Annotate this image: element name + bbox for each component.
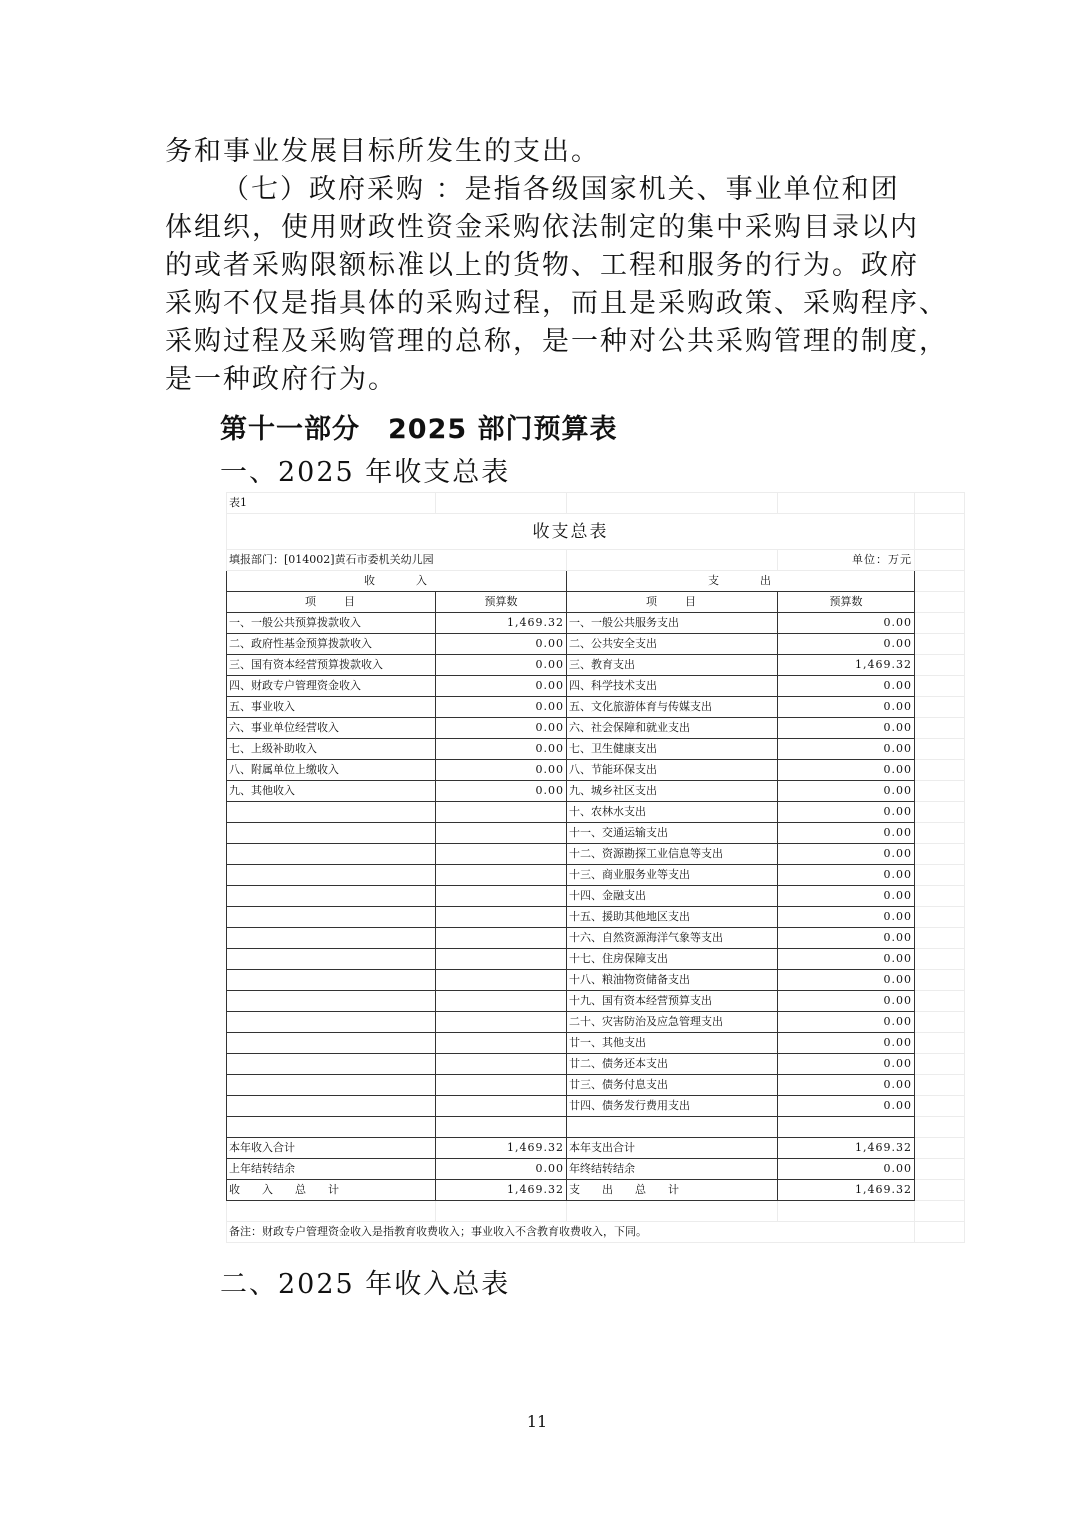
expense-amount-cell: 0.00: [778, 1054, 915, 1075]
empty-cell: [915, 739, 965, 760]
empty-cell: [915, 676, 965, 697]
expense-item-cell: 支 出 总 计: [567, 1180, 778, 1201]
expense-item-cell: 本年支出合计: [567, 1138, 778, 1159]
expense-item-cell: 廿四、债务发行费用支出: [567, 1096, 778, 1117]
expense-item-cell: 十八、粮油物资储备支出: [567, 970, 778, 991]
expense-item-header: 项 目: [567, 592, 778, 613]
table-row: [227, 1159, 965, 1180]
table-row: [227, 697, 965, 718]
budget-summary-table: [226, 492, 964, 1243]
income-amount-cell: [436, 907, 567, 928]
unit-label: 单位：万元: [778, 550, 915, 571]
table-row: [227, 1033, 965, 1054]
expense-amount-cell: [778, 1117, 915, 1138]
table-row: [227, 1096, 965, 1117]
empty-cell: [915, 1159, 965, 1180]
empty-cell: [915, 1117, 965, 1138]
income-header: 收 入: [227, 571, 567, 592]
income-amount-cell: 0.00: [436, 739, 567, 760]
blank-row: [227, 1201, 965, 1222]
expense-amount-cell: 0.00: [778, 907, 915, 928]
income-item-cell: [227, 1096, 436, 1117]
expense-amount-cell: 0.00: [778, 1096, 915, 1117]
income-amount-header: 预算数: [436, 592, 567, 613]
table-row: [227, 844, 965, 865]
income-amount-cell: 0.00: [436, 634, 567, 655]
income-item-cell: [227, 907, 436, 928]
income-amount-cell: 0.00: [436, 697, 567, 718]
expense-item-cell: 十七、住房保障支出: [567, 949, 778, 970]
income-amount-cell: [436, 949, 567, 970]
expense-item-cell: 二、公共安全支出: [567, 634, 778, 655]
table-title: 收支总表: [227, 514, 915, 550]
expense-item-cell: 十五、援助其他地区支出: [567, 907, 778, 928]
empty-cell: [915, 1075, 965, 1096]
expense-amount-cell: 0.00: [778, 823, 915, 844]
expense-item-cell: 廿三、债务付息支出: [567, 1075, 778, 1096]
table-row: [227, 1138, 965, 1159]
expense-amount-cell: 0.00: [778, 886, 915, 907]
income-item-cell: 本年收入合计: [227, 1138, 436, 1159]
income-amount-cell: [436, 844, 567, 865]
income-item-cell: [227, 1075, 436, 1096]
income-item-cell: [227, 886, 436, 907]
income-amount-cell: [436, 1117, 567, 1138]
income-item-cell: [227, 949, 436, 970]
table-row: [227, 1054, 965, 1075]
expense-amount-cell: 0.00: [778, 1075, 915, 1096]
income-amount-cell: [436, 802, 567, 823]
income-item-cell: [227, 1033, 436, 1054]
income-amount-cell: 1,469.32: [436, 1180, 567, 1201]
income-item-cell: [227, 1012, 436, 1033]
paragraph-line: 体组织，使用财政性资金采购依法制定的集中采购目录以内: [165, 212, 919, 243]
expense-amount-cell: 0.00: [778, 697, 915, 718]
table-row: [227, 907, 965, 928]
table-row: [227, 739, 965, 760]
expense-amount-cell: 0.00: [778, 949, 915, 970]
table-row: [227, 991, 965, 1012]
empty-cell: [915, 1012, 965, 1033]
table-row: [227, 1012, 965, 1033]
table-row: [227, 802, 965, 823]
section-title-2: 二、2025 年收入总表: [220, 1269, 511, 1300]
expense-amount-cell: 0.00: [778, 970, 915, 991]
empty-cell: [915, 760, 965, 781]
expense-item-cell: 四、科学技术支出: [567, 676, 778, 697]
table-row: [227, 655, 965, 676]
expense-item-cell: 十六、自然资源海洋气象等支出: [567, 928, 778, 949]
income-item-cell: [227, 802, 436, 823]
income-amount-cell: 0.00: [436, 655, 567, 676]
income-amount-cell: 1,469.32: [436, 1138, 567, 1159]
table-row: [227, 613, 965, 634]
expense-amount-cell: 0.00: [778, 1033, 915, 1054]
expense-item-cell: [567, 1117, 778, 1138]
empty-cell: [915, 991, 965, 1012]
expense-amount-cell: 0.00: [778, 844, 915, 865]
income-amount-cell: [436, 970, 567, 991]
table-row: [227, 886, 965, 907]
income-item-cell: 一、一般公共预算拨款收入: [227, 613, 436, 634]
empty-cell: [915, 823, 965, 844]
table-row: [227, 1180, 965, 1201]
income-item-cell: 二、政府性基金预算拨款收入: [227, 634, 436, 655]
expense-amount-cell: 0.00: [778, 760, 915, 781]
expense-item-cell: 年终结转结余: [567, 1159, 778, 1180]
income-item-cell: 四、财政专户管理资金收入: [227, 676, 436, 697]
paragraph-line: 是一种政府行为。: [165, 364, 397, 395]
table-row: [227, 676, 965, 697]
income-amount-cell: [436, 928, 567, 949]
empty-cell: [915, 970, 965, 991]
income-item-cell: [227, 1117, 436, 1138]
income-item-cell: 八、附属单位上缴收入: [227, 760, 436, 781]
empty-cell: [915, 1180, 965, 1201]
empty-cell: [915, 886, 965, 907]
income-item-cell: 上年结转结余: [227, 1159, 436, 1180]
expense-amount-cell: 1,469.32: [778, 1138, 915, 1159]
empty-cell: [915, 865, 965, 886]
income-item-cell: 五、事业收入: [227, 697, 436, 718]
income-amount-cell: 0.00: [436, 781, 567, 802]
expense-amount-cell: 1,469.32: [778, 655, 915, 676]
empty-cell: [915, 655, 965, 676]
income-item-cell: 六、事业单位经营收入: [227, 718, 436, 739]
income-amount-cell: 0.00: [436, 676, 567, 697]
expense-item-cell: 十四、金融支出: [567, 886, 778, 907]
expense-amount-cell: 0.00: [778, 928, 915, 949]
expense-item-cell: 九、城乡社区支出: [567, 781, 778, 802]
empty-cell: [915, 1138, 965, 1159]
empty-cell: [915, 1033, 965, 1054]
expense-amount-cell: 0.00: [778, 739, 915, 760]
table-row: [227, 928, 965, 949]
part-title: 第十一部分 2025 部门预算表: [220, 414, 618, 445]
expense-amount-cell: 0.00: [778, 676, 915, 697]
income-item-cell: 七、上级补助收入: [227, 739, 436, 760]
income-amount-cell: [436, 823, 567, 844]
expense-item-cell: 三、教育支出: [567, 655, 778, 676]
income-item-cell: [227, 844, 436, 865]
empty-cell: [915, 907, 965, 928]
table-label: 表1: [227, 493, 436, 514]
income-amount-cell: [436, 1096, 567, 1117]
empty-cell: [915, 844, 965, 865]
expense-amount-cell: 0.00: [778, 802, 915, 823]
income-item-cell: [227, 865, 436, 886]
expense-item-cell: 廿二、债务还本支出: [567, 1054, 778, 1075]
expense-item-cell: 六、社会保障和就业支出: [567, 718, 778, 739]
expense-header: 支 出: [567, 571, 915, 592]
expense-item-cell: 十二、资源勘探工业信息等支出: [567, 844, 778, 865]
expense-amount-cell: 0.00: [778, 865, 915, 886]
empty-cell: [915, 802, 965, 823]
table-row: [227, 970, 965, 991]
empty-cell: [915, 949, 965, 970]
income-amount-cell: [436, 1054, 567, 1075]
income-amount-cell: [436, 991, 567, 1012]
income-amount-cell: [436, 865, 567, 886]
expense-item-cell: 十、农林水支出: [567, 802, 778, 823]
expense-amount-cell: 0.00: [778, 1012, 915, 1033]
paragraph-line: 采购过程及采购管理的总称，是一种对公共采购管理的制度，: [165, 326, 948, 357]
income-item-cell: 收 入 总 计: [227, 1180, 436, 1201]
table-row: [227, 634, 965, 655]
expense-amount-cell: 1,469.32: [778, 1180, 915, 1201]
paragraph-line: 务和事业发展目标所发生的支出。: [165, 136, 600, 167]
income-item-cell: [227, 991, 436, 1012]
paragraph-line: 采购不仅是指具体的采购过程，而且是采购政策、采购程序、: [165, 288, 948, 319]
income-item-header: 项 目: [227, 592, 436, 613]
expense-amount-cell: 0.00: [778, 613, 915, 634]
income-item-cell: 三、国有资本经营预算拨款收入: [227, 655, 436, 676]
income-item-cell: [227, 928, 436, 949]
empty-cell: [915, 634, 965, 655]
expense-amount-cell: 0.00: [778, 634, 915, 655]
expense-amount-cell: 0.00: [778, 781, 915, 802]
expense-item-cell: 十一、交通运输支出: [567, 823, 778, 844]
expense-item-cell: 八、节能环保支出: [567, 760, 778, 781]
paragraph-line: 的或者采购限额标准以上的货物、工程和服务的行为。政府: [165, 250, 919, 281]
income-amount-cell: 0.00: [436, 760, 567, 781]
income-item-cell: [227, 1054, 436, 1075]
expense-item-cell: 五、文化旅游体育与传媒支出: [567, 697, 778, 718]
empty-cell: [915, 697, 965, 718]
table-row: [227, 823, 965, 844]
paragraph-line: （七）政府采购 ：是指各级国家机关、事业单位和团: [222, 174, 900, 205]
page-number: 11: [526, 1412, 548, 1431]
income-item-cell: [227, 823, 436, 844]
table-row: [227, 865, 965, 886]
empty-cell: [915, 1096, 965, 1117]
income-amount-cell: [436, 1033, 567, 1054]
income-item-cell: 九、其他收入: [227, 781, 436, 802]
income-amount-cell: 1,469.32: [436, 613, 567, 634]
expense-amount-cell: 0.00: [778, 1159, 915, 1180]
table-note: 备注：财政专户管理资金收入是指教育收费收入；事业收入不含教育收费收入，下同。: [227, 1222, 915, 1243]
empty-cell: [915, 928, 965, 949]
income-amount-cell: 0.00: [436, 718, 567, 739]
section-title-1: 一、2025 年收支总表: [220, 457, 511, 488]
income-amount-cell: [436, 1012, 567, 1033]
income-amount-cell: [436, 1075, 567, 1096]
expense-item-cell: 十三、商业服务业等支出: [567, 865, 778, 886]
expense-amount-cell: 0.00: [778, 718, 915, 739]
expense-item-cell: 七、卫生健康支出: [567, 739, 778, 760]
empty-cell: [915, 613, 965, 634]
empty-cell: [915, 718, 965, 739]
expense-item-cell: 廿一、其他支出: [567, 1033, 778, 1054]
expense-item-cell: 一、一般公共服务支出: [567, 613, 778, 634]
expense-item-cell: 十九、国有资本经营预算支出: [567, 991, 778, 1012]
expense-amount-cell: 0.00: [778, 991, 915, 1012]
empty-cell: [915, 781, 965, 802]
table-row: [227, 781, 965, 802]
table-row: [227, 718, 965, 739]
table-row: [227, 760, 965, 781]
empty-cell: [915, 1054, 965, 1075]
income-item-cell: [227, 970, 436, 991]
table-row: [227, 1117, 965, 1138]
expense-item-cell: 二十、灾害防治及应急管理支出: [567, 1012, 778, 1033]
income-amount-cell: [436, 886, 567, 907]
dept-label: 填报部门：[014002]黄石市委机关幼儿园: [227, 550, 567, 571]
table-row: [227, 1075, 965, 1096]
table-row: [227, 949, 965, 970]
income-amount-cell: 0.00: [436, 1159, 567, 1180]
expense-amount-header: 预算数: [778, 592, 915, 613]
